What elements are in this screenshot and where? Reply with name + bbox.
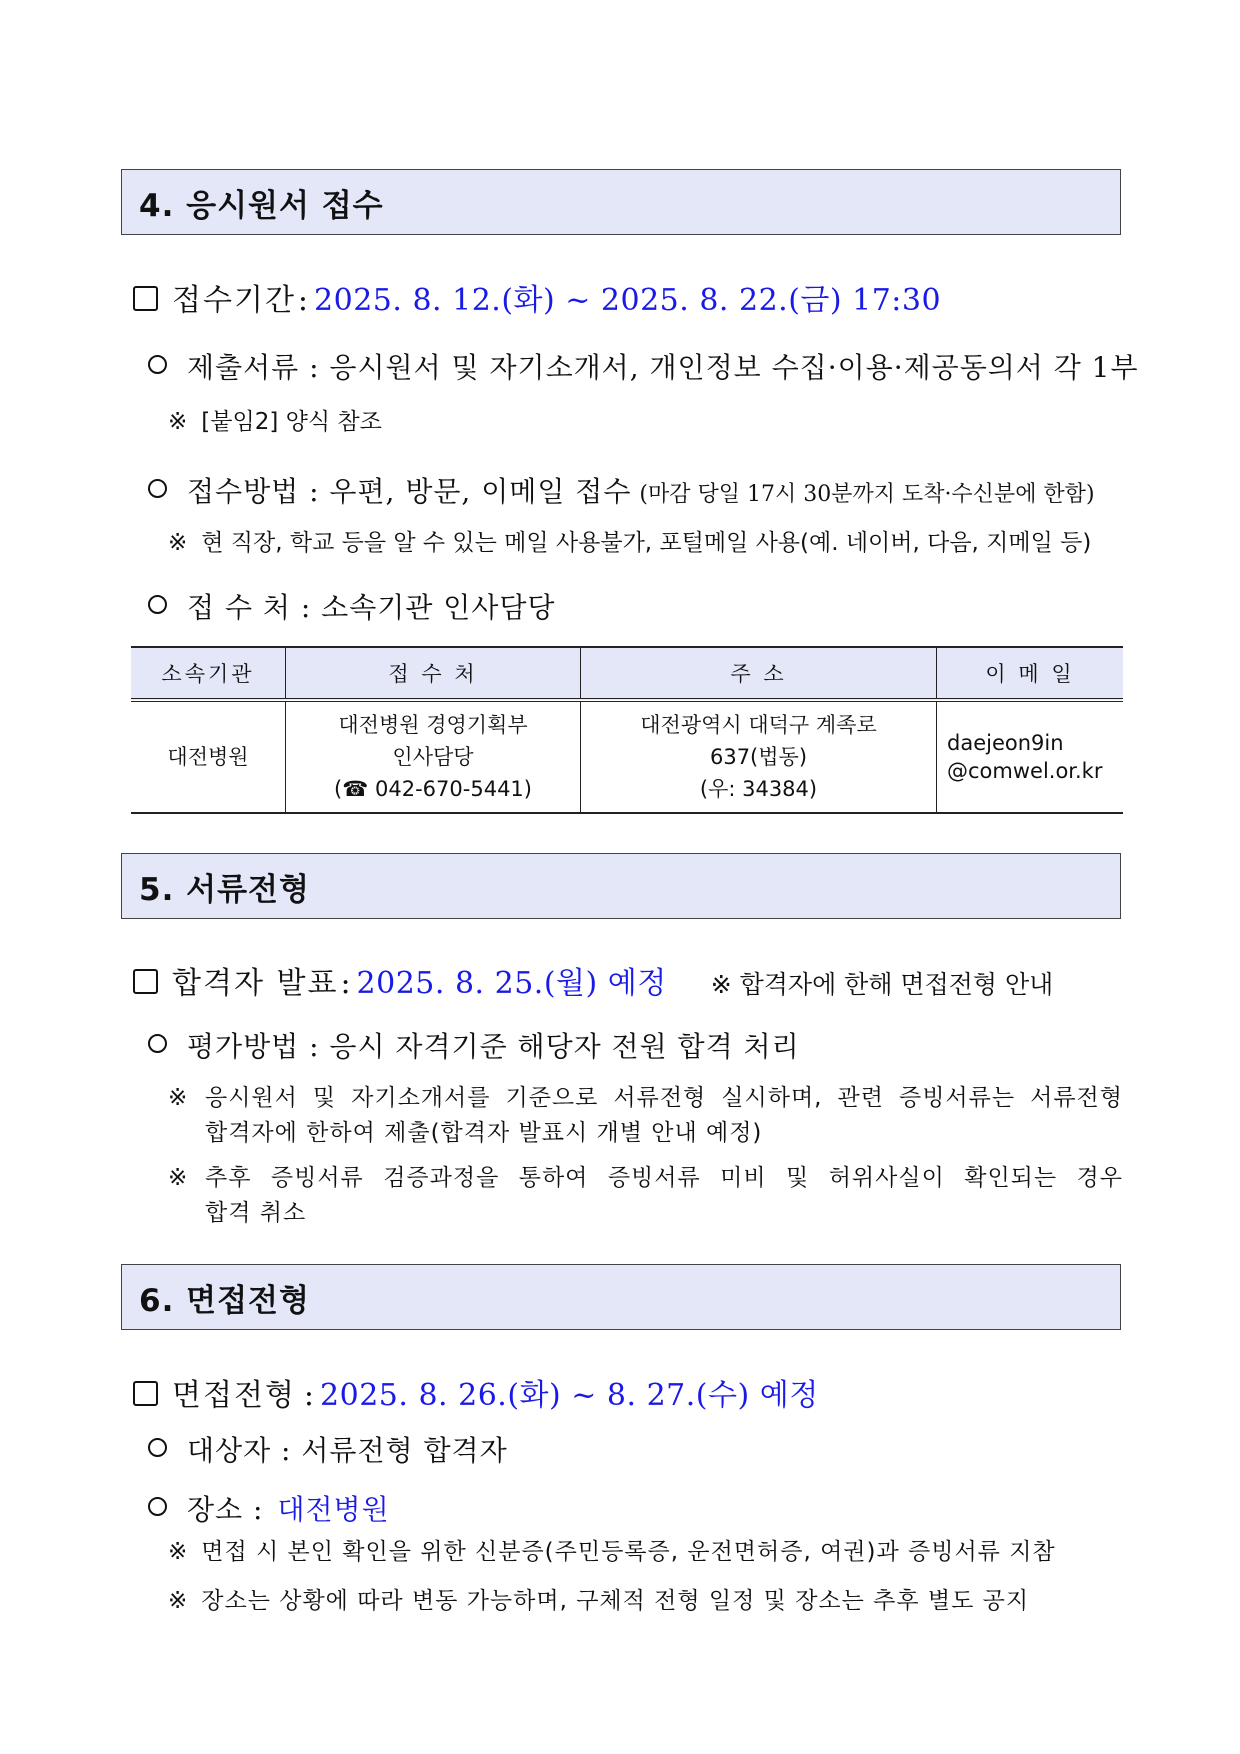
section-5-title: 5. 서류전형 bbox=[139, 871, 310, 908]
bullet-circle-icon bbox=[148, 595, 167, 614]
location-label: 장소 : bbox=[187, 1493, 264, 1526]
reception-table bbox=[131, 646, 1123, 814]
address-line: 637(법동) bbox=[709, 745, 808, 769]
bullet-circle-icon bbox=[148, 1034, 167, 1053]
note-text: 면접 시 본인 확인을 위한 신분증(주민등록증, 운전면허증, 여권)과 증빙서류 지참 bbox=[201, 1539, 1056, 1565]
table-header-cell: 주 소 bbox=[581, 647, 937, 700]
method-text: 접수방법 : 우편, 방문, 이메일 접수 bbox=[187, 475, 632, 508]
office-dept: 인사담당 bbox=[392, 745, 474, 769]
reference-mark: ※ bbox=[168, 1085, 188, 1111]
documents-item bbox=[148, 346, 1139, 386]
target-item bbox=[148, 1429, 508, 1469]
bullet-circle-icon bbox=[148, 479, 167, 498]
table-header-cell: 접 수 처 bbox=[286, 647, 581, 700]
reference-mark: ※ bbox=[168, 1165, 188, 1191]
office-name: 대전병원 경영기획부 bbox=[338, 713, 528, 737]
documents-text: 제출서류 : 응시원서 및 자기소개서, 개인정보 수집·이용·제공동의서 각 1부 bbox=[187, 351, 1139, 384]
announce-item bbox=[133, 958, 1053, 1002]
interview-dates: 2025. 8. 26.(화) ~ 8. 27.(수) 예정 bbox=[320, 1378, 819, 1413]
documents-note-text: [붙임2] 양식 참조 bbox=[201, 409, 382, 435]
interview-note-2 bbox=[168, 1582, 1029, 1615]
colon: : bbox=[340, 966, 351, 1001]
announce-note: ※ 합격자에 한해 면접전형 안내 bbox=[710, 970, 1054, 999]
reference-mark: ※ bbox=[168, 530, 188, 556]
table-row bbox=[131, 700, 1123, 813]
office-cell bbox=[286, 700, 581, 813]
table-header-cell: 소속기관 bbox=[131, 647, 286, 700]
section-6-title: 6. 면접전형 bbox=[139, 1282, 310, 1319]
postal-code: (우: 34384) bbox=[699, 777, 818, 801]
documents-note bbox=[168, 403, 382, 436]
screening-note-1 bbox=[168, 1081, 1123, 1151]
reference-mark: ※ bbox=[168, 1539, 188, 1565]
office-phone: (☎ 042-670-5441) bbox=[334, 777, 532, 801]
bullet-circle-icon bbox=[148, 1438, 167, 1457]
note-line: 추후 증빙서류 검증과정을 통하여 증빙서류 미비 및 허위사실이 확인되는 경우 bbox=[205, 1165, 1123, 1191]
section-4-title: 4. 응시원서 접수 bbox=[139, 187, 384, 224]
screening-note-2 bbox=[168, 1161, 1123, 1231]
address-cell bbox=[581, 700, 937, 813]
note-line: 응시원서 및 자기소개서를 기준으로 서류전형 실시하며, 관련 증빙서류는 서류전형 bbox=[205, 1085, 1123, 1111]
interview-note-1 bbox=[168, 1533, 1056, 1566]
place-text: 접 수 처 : 소속기관 인사담당 bbox=[187, 591, 556, 624]
note-line: 합격 취소 bbox=[205, 1200, 307, 1226]
application-period-label: 접수기간 bbox=[172, 283, 296, 318]
checkbox-square-icon bbox=[133, 1381, 158, 1406]
announce-label: 합격자 발표 bbox=[172, 966, 339, 1001]
location-item bbox=[148, 1488, 390, 1528]
address-line: 대전광역시 대덕구 계족로 bbox=[640, 713, 877, 737]
method-item bbox=[148, 470, 1095, 510]
org-cell: 대전병원 bbox=[131, 700, 286, 813]
reference-mark: ※ bbox=[168, 409, 188, 435]
table-header-cell: 이 메 일 bbox=[937, 647, 1124, 700]
announce-date: 2025. 8. 25.(월) 예정 bbox=[356, 966, 667, 1001]
eval-method-item bbox=[148, 1025, 800, 1065]
reference-mark: ※ bbox=[168, 1588, 188, 1614]
bullet-circle-icon bbox=[148, 355, 167, 374]
section-5-header bbox=[121, 853, 1121, 919]
checkbox-square-icon bbox=[133, 286, 158, 311]
email-domain: @comwel.or.kr bbox=[947, 759, 1103, 783]
section-6-header bbox=[121, 1264, 1121, 1330]
interview-period bbox=[133, 1370, 819, 1414]
checkbox-square-icon bbox=[133, 969, 158, 994]
table-header-row bbox=[131, 647, 1123, 700]
email-cell bbox=[937, 700, 1124, 813]
application-period-value: 2025. 8. 12.(화) ~ 2025. 8. 22.(금) 17:30 bbox=[314, 283, 942, 318]
method-note-text: 현 직장, 학교 등을 알 수 있는 메일 사용불가, 포털메일 사용(예. 네이버, 다음, 지메일 등) bbox=[201, 530, 1092, 556]
note-line: 합격자에 한하여 제출(합격자 발표시 개별 안내 예정) bbox=[205, 1120, 763, 1146]
target-text: 대상자 : 서류전형 합격자 bbox=[187, 1434, 508, 1467]
colon: : bbox=[303, 1378, 315, 1413]
email-local: daejeon9in bbox=[947, 731, 1064, 755]
method-deadline-note: (마감 당일 17시 30분까지 도착·수신분에 한함) bbox=[639, 482, 1095, 507]
eval-method-text: 평가방법 : 응시 자격기준 해당자 전원 합격 처리 bbox=[187, 1030, 800, 1063]
section-4-header bbox=[121, 169, 1121, 235]
colon: : bbox=[297, 283, 309, 318]
location-value: 대전병원 bbox=[277, 1493, 390, 1526]
method-note bbox=[168, 524, 1091, 557]
place-item bbox=[148, 586, 555, 626]
note-text: 장소는 상황에 따라 변동 가능하며, 구체적 전형 일정 및 장소는 추후 별도 공지 bbox=[201, 1588, 1030, 1614]
application-period bbox=[133, 275, 941, 319]
interview-label: 면접전형 bbox=[172, 1378, 296, 1413]
bullet-circle-icon bbox=[148, 1497, 167, 1516]
